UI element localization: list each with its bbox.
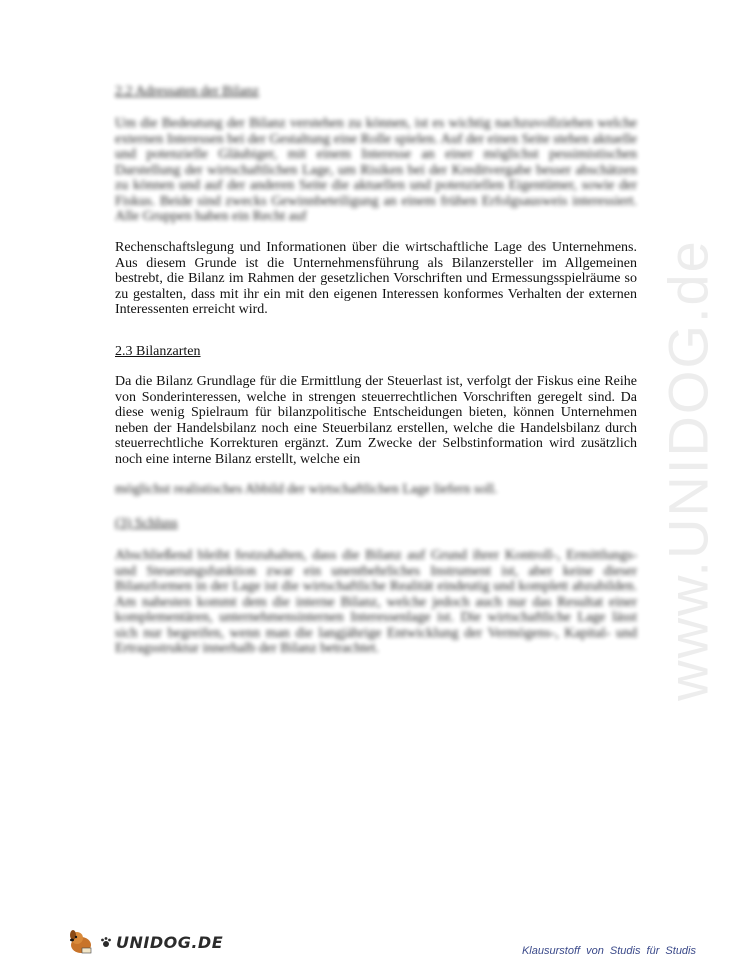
section-heading-bilanzarten: 2.3 Bilanzarten: [115, 344, 201, 359]
paragraph-adressaten-blurred: Um die Bedeutung der Bilanz verstehen zu können, ist es wichtig nachzuvollziehen welche externen Interessen bei der Gestaltung eine Rolle spielen. Auf der einen Seite stehen aktuelle und potenzielle Gläubiger, mit einem Interesse an einer möglichst pessimistischen Darstellung der wirtschaftlichen Lage, um Risiken bei der Kreditvergabe besser abschätzen zu können und auf der anderen Seite die aktuellen und potenziellen Eigentümer, sowie der Fiskus. Beide sind zwecks Gewinnbeteiligung an einem frühen Erfolgsausweis interessiert. Alle Gruppen haben ein Recht auf: [115, 116, 637, 224]
section-heading-schluss: (3) Schluss: [115, 516, 178, 531]
watermark-text: www.UNIDOG.de: [656, 239, 720, 701]
paragraph-schluss-blurred: Abschließend bleibt festzuhalten, dass die Bilanz auf Grund ihrer Kontroll-, Ermittlungs- und Steuerungsfunktion zwar ein unentbehrliches Instrument ist, aber keine dieser Bilanzformen in der Lage ist die wirtschaftliche Realität eindeutig und komplett abzubilden. Am nahesten kommt dem die interne Bilanz, welche jedoch auch nur das Resultat einer komplementären, unternehmensinternen Interessenlage ist. Die wirtschaftliche Lage lässt sich nur begreifen, wenn man die langjährige Entwicklung der Vermögens-, Kapital- und Ertragsstruktur innerhalb der Bilanz betrachtet.: [115, 548, 637, 656]
paragraph-adressaten-visible: Rechenschaftslegung und Informationen über die wirtschaftliche Lage des Unternehmens. Aus diesem Grunde ist die Unternehmensführung als Bilanzersteller im Allgemeinen bestrebt, die Bilanz im Rahmen der gesetzlichen Vorschriften und Ermessungsspielräume so zu gestalten, dass mit ihr ein mit den eigenen Interessen konformes Verhalten der externen Interessenten erreicht wird.: [115, 240, 637, 317]
paragraph-bilanzarten-blurred: möglichst realistisches Abbild der wirtschaftlichen Lage liefern soll.: [115, 482, 498, 497]
section-heading-adressaten: 2.2 Adressaten der Bilanz: [115, 84, 259, 99]
dog-mascot-icon: [66, 928, 96, 956]
paragraph-bilanzarten-visible: Da die Bilanz Grundlage für die Ermittlung der Steuerlast ist, verfolgt der Fiskus eine Reihe von Sonderinteressen, welche in strengen steuerrechtlichen Vorschriften geregelt sind. Da diese wenig Spielraum für bilanzpolitische Entscheidungen bieten, können Unternehmen neben der Handelsbilanz noch eine Steuerbilanz erstellen, welche die Handelsbilanz durch steuerrechtliche Korrekturen ergänzt. Zum Zwecke der Selbstinformation wird zusätzlich noch eine interne Bilanz erstellt, welche ein: [115, 374, 637, 467]
footer-tagline: Klausurstoff von Studis für Studis: [521, 945, 696, 957]
logo-text: UNIDOG.DE: [116, 932, 224, 952]
paw-print-icon: [100, 936, 112, 948]
unidog-logo: [66, 928, 223, 956]
